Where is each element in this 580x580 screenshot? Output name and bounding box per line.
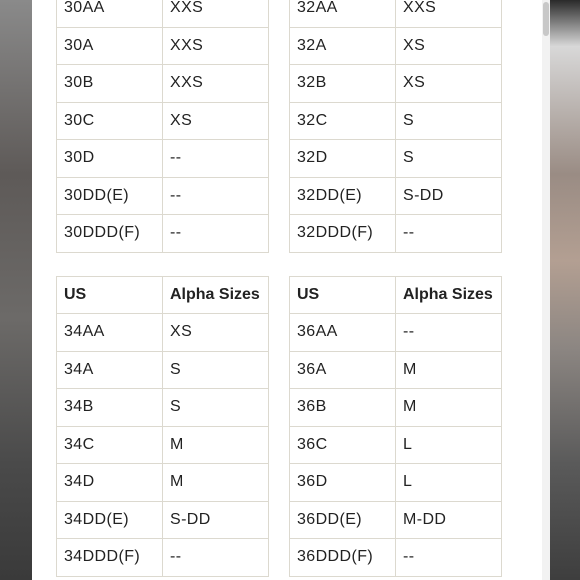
us-size-cell: 34DDD(F) [57, 539, 163, 577]
alpha-size-cell: XXS [396, 0, 502, 27]
alpha-size-cell: -- [396, 539, 502, 577]
alpha-size-cell: -- [163, 140, 269, 178]
alpha-size-cell: XS [163, 102, 269, 140]
alpha-size-cell: M [396, 389, 502, 427]
alpha-size-cell: M [163, 426, 269, 464]
us-size-cell: 34A [57, 351, 163, 389]
alpha-size-cell: XS [396, 27, 502, 65]
alpha-size-cell: L [396, 464, 502, 502]
size-table-30 [56, 0, 269, 253]
us-size-cell: 30B [57, 65, 163, 103]
table-row [57, 426, 269, 464]
size-table-32 [289, 0, 502, 253]
us-size-cell: 34B [57, 389, 163, 427]
us-size-cell: 34DD(E) [57, 501, 163, 539]
table-row [290, 501, 502, 539]
table-row [290, 65, 502, 103]
alpha-size-cell: S [396, 102, 502, 140]
us-size-cell: 30AA [57, 0, 163, 27]
table-row [57, 464, 269, 502]
us-size-cell: 36DD(E) [290, 501, 396, 539]
alpha-size-cell: XXS [163, 65, 269, 103]
table-row [290, 215, 502, 253]
us-size-cell: 30A [57, 27, 163, 65]
table-row [290, 314, 502, 352]
us-size-cell: 32AA [290, 0, 396, 27]
size-table-34 [56, 276, 269, 577]
us-size-cell: 30DD(E) [57, 177, 163, 215]
us-size-cell: 30C [57, 102, 163, 140]
table-row [290, 27, 502, 65]
table-header-row [290, 277, 502, 314]
alpha-size-cell: L [396, 426, 502, 464]
us-size-cell: 36AA [290, 314, 396, 352]
table-row [290, 0, 502, 27]
table-row [57, 177, 269, 215]
us-size-cell: 36DDD(F) [290, 539, 396, 577]
table-row [290, 177, 502, 215]
us-size-cell: 30DDD(F) [57, 215, 163, 253]
alpha-size-cell: S [163, 351, 269, 389]
table-row [290, 389, 502, 427]
table-row [290, 426, 502, 464]
alpha-size-cell: -- [163, 215, 269, 253]
column-header-alpha-sizes: Alpha Sizes [396, 277, 502, 314]
us-size-cell: 32A [290, 27, 396, 65]
table-row [57, 27, 269, 65]
column-header-us: US [290, 277, 396, 314]
table-row [57, 140, 269, 178]
alpha-size-cell: XS [396, 65, 502, 103]
us-size-cell: 32B [290, 65, 396, 103]
table-row [57, 314, 269, 352]
us-size-cell: 36A [290, 351, 396, 389]
alpha-size-cell: S [163, 389, 269, 427]
us-size-cell: 32DDD(F) [290, 215, 396, 253]
table-row [57, 102, 269, 140]
alpha-size-cell: -- [163, 177, 269, 215]
alpha-size-cell: -- [396, 215, 502, 253]
us-size-cell: 34AA [57, 314, 163, 352]
table-row [290, 351, 502, 389]
column-header-us: US [57, 277, 163, 314]
us-size-cell: 34D [57, 464, 163, 502]
table-row [57, 389, 269, 427]
us-size-cell: 36C [290, 426, 396, 464]
us-size-cell: 34C [57, 426, 163, 464]
column-header-alpha-sizes: Alpha Sizes [163, 277, 269, 314]
alpha-size-cell: M-DD [396, 501, 502, 539]
table-row [57, 501, 269, 539]
scrollbar-thumb[interactable] [543, 2, 549, 36]
alpha-size-cell: M [163, 464, 269, 502]
alpha-size-cell: S-DD [163, 501, 269, 539]
alpha-size-cell: XS [163, 314, 269, 352]
us-size-cell: 32D [290, 140, 396, 178]
table-row [57, 0, 269, 27]
us-size-cell: 32DD(E) [290, 177, 396, 215]
table-row [57, 215, 269, 253]
us-size-cell: 36B [290, 389, 396, 427]
us-size-cell: 32C [290, 102, 396, 140]
table-row [57, 351, 269, 389]
table-row [57, 539, 269, 577]
table-row [290, 539, 502, 577]
alpha-size-cell: S-DD [396, 177, 502, 215]
table-header-row [57, 277, 269, 314]
alpha-size-cell: XXS [163, 27, 269, 65]
table-row [290, 102, 502, 140]
alpha-size-cell: -- [396, 314, 502, 352]
size-table-36 [289, 276, 502, 577]
table-row [290, 140, 502, 178]
us-size-cell: 30D [57, 140, 163, 178]
alpha-size-cell: S [396, 140, 502, 178]
alpha-size-cell: XXS [163, 0, 269, 27]
alpha-size-cell: -- [163, 539, 269, 577]
scrollbar[interactable] [542, 0, 550, 580]
table-row [57, 65, 269, 103]
alpha-size-cell: M [396, 351, 502, 389]
table-row [290, 464, 502, 502]
us-size-cell: 36D [290, 464, 396, 502]
